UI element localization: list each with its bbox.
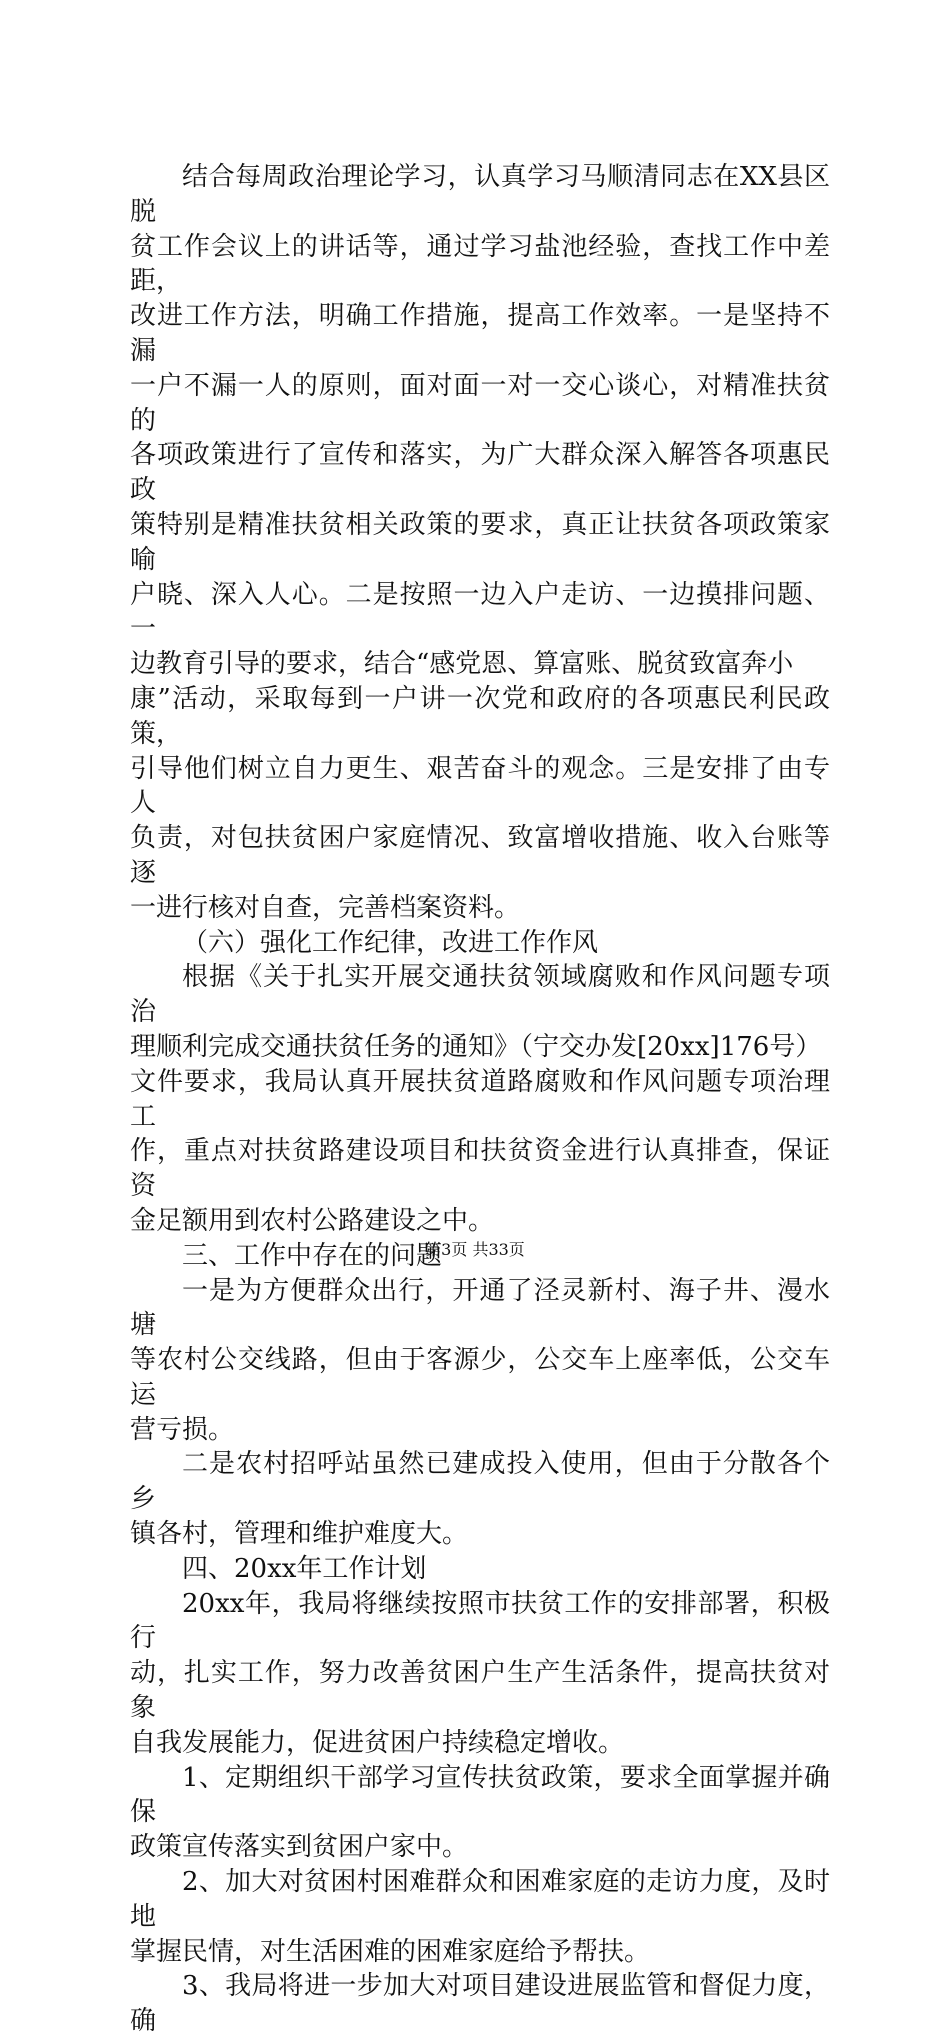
document-body — [130, 160, 830, 2039]
paragraph-poverty-policy-study: 结合每周政治理论学习，认真学习马顺清同志在XX县区脱 贫工作会议上的讲话等，通过学习盐池经验，查找工作中差距， 改进工作方法，明确工作措施，提高工作效率。一是坚持不漏 一户不漏一人的原则，面对面一对一交心谈心，对精准扶贫的 各项政策进行了宣传和落实，为广大群众深入解答各项惠民政 策特别是精准扶贫相关政策的要求，真正让扶贫各项政策家喻 户晓、深入人心。二是按照一边入户走访、一边摸排问题、一 边教育引导的要求，结合“感党恩、算富账、脱贫致富奔小 康”活动，采取每到一户讲一次党和政府的各项惠民利民政策， 引导他们树立自力更生、艰苦奋斗的观念。三是安排了由专人 负责，对包扶贫困户家庭情况、致富增收措施、收入台账等逐 一进行核对自查，完善档案资料。 — [130, 162, 830, 923]
heading-work-plan: 四、20xx年工作计划 — [182, 1553, 427, 1584]
heading-discipline-and-style: （六）强化工作纪律，改进工作作风 — [182, 927, 599, 958]
plan-item-2: 2、加大对贫困村困难群众和困难家庭的走访力度，及时地 掌握民情，对生活困难的困难家庭给予帮扶。 — [130, 1867, 830, 1967]
paragraph-work-plan-intro: 20xx年，我局将继续按照市扶贫工作的安排部署，积极行 动，扎实工作，努力改善贫困户生产生活条件，提高扶贫对象 自我发展能力，促进贫困户持续稳定增收。 — [130, 1588, 830, 1758]
paragraph-corruption-rectification: 根据《关于扎实开展交通扶贫领域腐败和作风问题专项治 理顺利完成交通扶贫任务的通知》（宁交办发[20xx]176号） 文件要求，我局认真开展扶贫道路腐败和作风问题专项治理工 作，重点对扶贫路建设项目和扶贫资金进行认真排查，保证资 金足额用到农村公路建设之中。 — [130, 962, 830, 1236]
heading-existing-problems: 三、工作中存在的问题 — [182, 1240, 443, 1271]
paragraph-bus-route-problem: 一是为方便群众出行，开通了泾灵新村、海子井、漫水塘 等农村公交线路，但由于客源少，公交车上座率低，公交车运 营亏损。 — [130, 1275, 830, 1445]
plan-item-3: 3、我局将进一步加大对项目建设进展监管和督促力度，确 — [130, 1971, 830, 2037]
plan-item-1: 1、定期组织干部学习宣传扶贫政策，要求全面掌握并确保 政策宣传落实到贫困户家中。 — [130, 1762, 830, 1863]
paragraph-station-maintenance-problem: 二是农村招呼站虽然已建成投入使用，但由于分散各个乡 镇各村，管理和维护难度大。 — [130, 1449, 830, 1550]
page-number-footer: 第3页 共33页 — [425, 1240, 525, 1259]
